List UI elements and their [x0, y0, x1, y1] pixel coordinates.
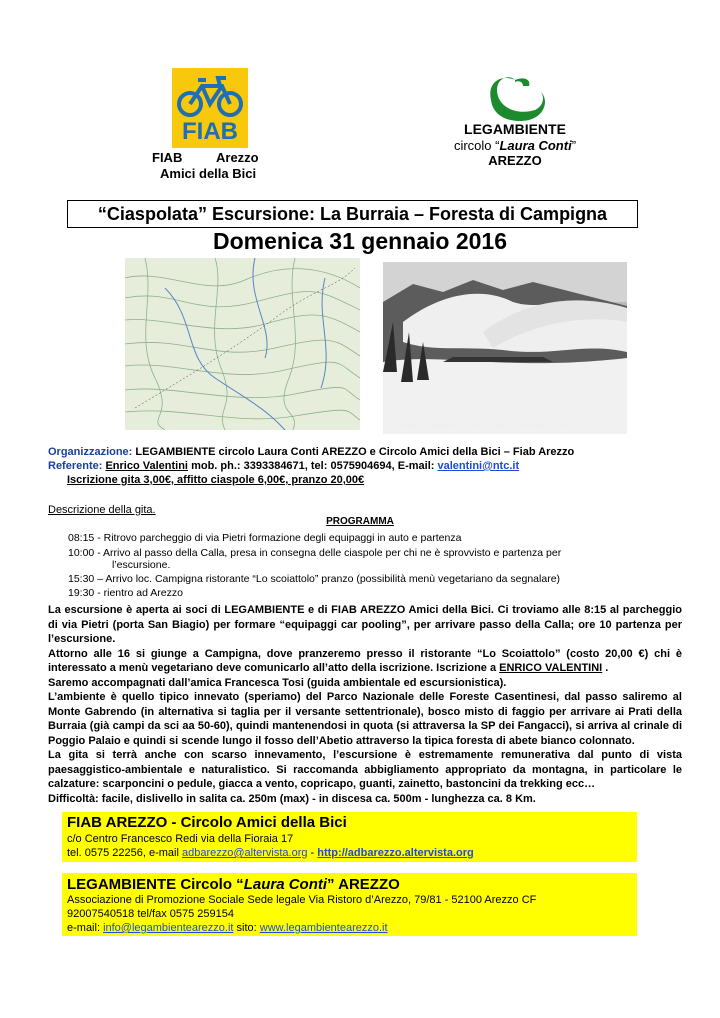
lega-box-line2: 92007540518 tel/fax 0575 259154 — [67, 908, 234, 920]
legambiente-circolo — [420, 138, 610, 153]
lega-heading-a: LEGAMBIENTE Circolo “ — [67, 876, 244, 893]
body-text-span: . — [602, 662, 609, 674]
program-time: 10:00 — [68, 547, 95, 559]
lega-email-prefix: e-mail: — [67, 922, 104, 934]
fiab-box-address: c/o Centro Francesco Redi via della Fioraia 17 — [67, 833, 294, 845]
org-text: LEGAMBIENTE circolo Laura Conti AREZZO e Circolo Amici della Bici – Fiab Arezzo — [135, 446, 575, 458]
legambiente-logo — [479, 70, 553, 124]
program-time: 15:30 — [68, 573, 95, 585]
circolo-suffix: ” — [571, 138, 577, 153]
description-title: Descrizione della gita. — [48, 504, 156, 516]
ref-label: Referente: — [48, 460, 103, 472]
ref-email-link[interactable]: valentini@ntc.it — [437, 460, 520, 472]
lega-box-heading — [67, 876, 400, 893]
program-item — [68, 547, 561, 559]
cost-line: Iscrizione gita 3,00€, affitto ciaspole 6,00€, pranzo 20,00€ — [67, 474, 365, 486]
circolo-prefix: circolo “ — [453, 138, 500, 153]
lega-heading-name: Laura Conti — [243, 876, 328, 893]
description-body — [48, 603, 682, 806]
registration-name: ENRICO VALENTINI — [499, 662, 603, 674]
fiab-subtitle: Amici della Bici — [160, 166, 257, 181]
fiab-separator: - — [307, 847, 318, 859]
ref-name: Enrico Valentini — [105, 460, 188, 472]
fiab-email-link[interactable]: adbarezzo@altervista.org — [181, 847, 308, 859]
bicycle-icon — [176, 74, 244, 120]
ref-contacts: mob. ph.: 3393384671, tel: 0575904694, E-mail: — [191, 460, 435, 472]
org-label: Organizzazione: — [48, 446, 133, 458]
fiab-logo-text: FIAB — [182, 118, 238, 145]
event-date: Domenica 31 gennaio 2016 — [212, 228, 507, 254]
program-time: 19:30 — [68, 587, 95, 599]
program-text: l’escursione. — [112, 559, 171, 571]
program-text: - Ritrovo parcheggio di via Pietri formazione degli equipaggi in auto e partenza — [94, 532, 462, 544]
body-paragraph: La gita si terrà anche con scarso innevamento, l’escursione è estremamente remunerativa dal punto di vista paesaggistico-ambientale e naturalistico. Si raccomanda abbigliamento appropriato da montagna, in particolare le calzature: scarponcini o pedule, giacca a vento, copricapo, guanti, zainetto, bastoncini da trekking ecc… — [48, 749, 682, 790]
photo-caption: Camaldoli Campigna - Campi di sci alla Burraia m. 1450 — [389, 422, 575, 430]
lega-site-prefix: sito: — [233, 922, 260, 934]
program-item — [68, 532, 461, 544]
program-item — [68, 573, 560, 585]
fiab-logo — [172, 68, 248, 148]
fiab-contact-box — [62, 812, 637, 862]
body-paragraph — [48, 647, 682, 676]
program-item-continuation — [112, 559, 170, 571]
programma-title: PROGRAMMA — [326, 516, 394, 527]
organization-line — [48, 446, 574, 458]
event-title: “Ciaspolata” Escursione: La Burraia – Foresta di Campigna — [67, 200, 638, 228]
program-text: – Arrivo loc. Campigna ristorante “Lo scoiattolo” pranzo (possibilità menù vegetariano da segnalare) — [94, 573, 561, 585]
fiab-box-heading: FIAB AREZZO - Circolo Amici della Bici — [67, 814, 347, 831]
body-paragraph: Difficoltà: facile, dislivello in salita ca. 250m (max) - in discesa ca. 500m - lunghezza ca. 8 Km. — [48, 792, 536, 805]
program-time: 08:15 — [68, 532, 95, 544]
body-paragraph: L’ambiente è quello tipico innevato (speriamo) del Parco Nazionale delle Foreste Casentinesi, dal passo saliremo al Monte Gabrendo (in alternativa si taglia per il versante settentrionale), bosco misto di faggio per arrivare ai Prati della Burraia (già campi da sci aa 50-60), quindi mantenendosi in quota (si attraversa la SP dei Fangacci), si arriva al crinale di Poggio Palaio e quindi si scende lungo il fosso dell’Abetio attraverso la tipica foresta di abete bianco colonnato. — [48, 691, 682, 747]
topographic-map-image — [125, 258, 360, 430]
swan-icon — [479, 70, 553, 124]
lega-box-line1: Associazione di Promozione Sociale Sede legale Via Ristoro d’Arezzo, 79/81 - 52100 Arezzo CF — [67, 894, 537, 906]
fiab-contact-prefix: tel. 0575 22256, e-mail — [67, 847, 182, 859]
body-paragraph: Saremo accompagnati dall’amica Francesca Tosi (guida ambientale ed escursionistica). — [48, 676, 507, 689]
lega-email-link[interactable]: info@legambientearezzo.it — [103, 922, 234, 934]
program-text: - Arrivo al passo della Calla, presa in consegna delle ciaspole per chi ne è sprovvisto e partenza per — [94, 547, 562, 559]
fiab-box-contacts — [67, 847, 474, 859]
lega-site-link[interactable]: www.legambientearezzo.it — [259, 922, 388, 934]
lega-heading-b: ” AREZZO — [327, 876, 400, 893]
program-item — [68, 587, 183, 599]
circolo-name: Laura Conti — [499, 138, 572, 153]
fiab-site-link[interactable]: http://adbarezzo.altervista.org — [317, 847, 474, 859]
referent-line — [48, 460, 519, 472]
legambiente-city: AREZZO — [488, 153, 542, 168]
fiab-label-right: Arezzo — [216, 150, 259, 165]
program-text: - rientro ad Arezzo — [94, 587, 183, 599]
lega-box-contacts — [67, 922, 388, 934]
legambiente-name: LEGAMBIENTE — [464, 121, 566, 137]
legambiente-contact-box — [62, 873, 637, 936]
body-paragraph: La escursione è aperta ai soci di LEGAMBIENTE e di FIAB AREZZO Amici della Bici. Ci troviamo alle 8:15 al parcheggio di via Pietri (porta San Biagio) per formare “equipaggi car pooling”, per arrivare passo della Calla; ore 10 partenza per l’escursione. — [48, 604, 682, 645]
body-text-span: Attorno alle 16 si giunge a Campigna, dove pranzeremo presso il ristorante “Lo Scoiattolo” (costo 20,00 €) chi è interessato a menù vegetariano deve comunicarlo all’atto della iscrizione. Iscrizione a — [48, 647, 682, 674]
burraia-photo — [383, 262, 627, 434]
fiab-label-left: FIAB — [152, 150, 183, 165]
